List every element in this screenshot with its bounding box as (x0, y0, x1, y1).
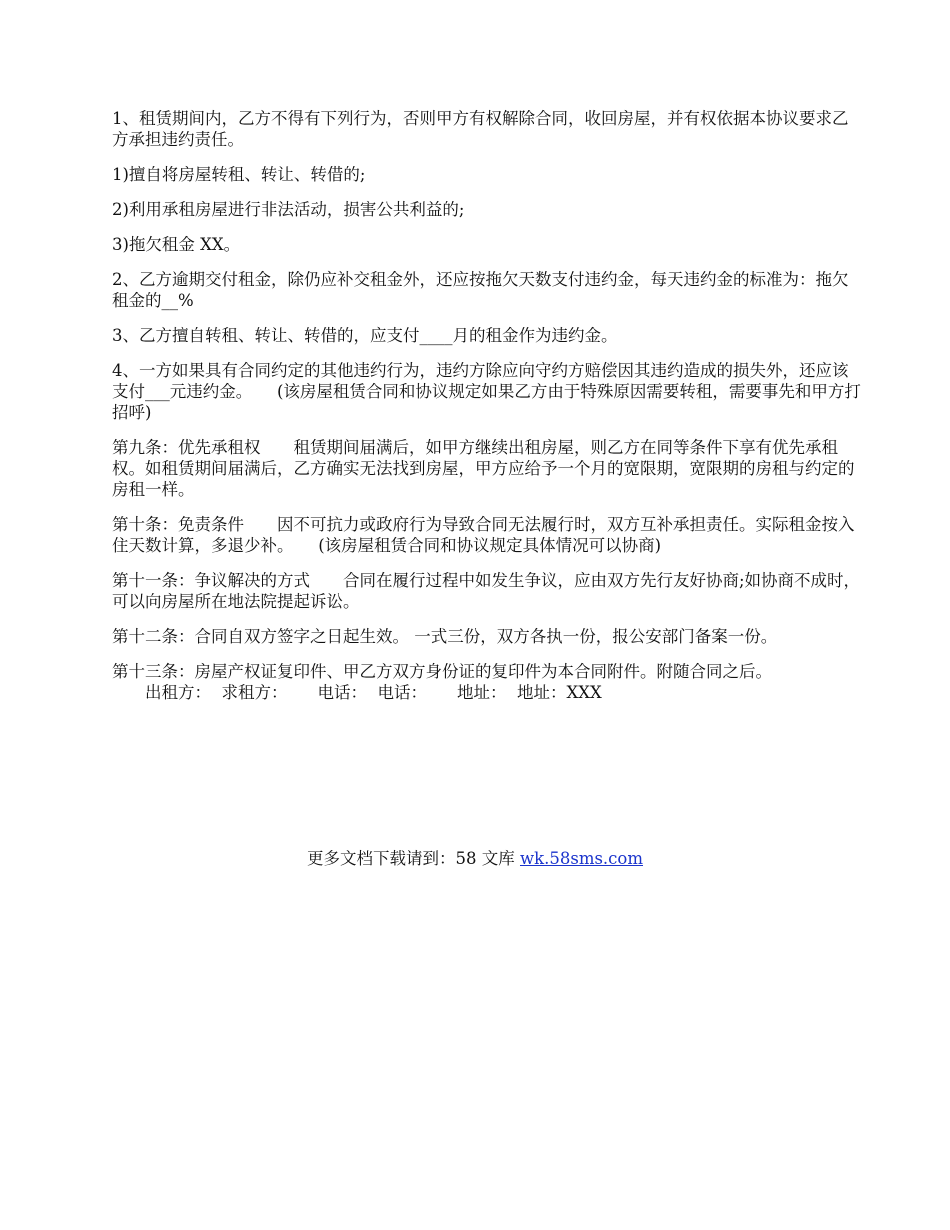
article-10: 第十条：免责条件 因不可抗力或政府行为导致合同无法履行时，双方互补承担责任。实际租金按入住天数计算，多退少补。 (该房屋租赁合同和协议规定具体情况可以协商) (112, 515, 855, 555)
clause-item-3: 3)拖欠租金 XX。 (112, 235, 241, 254)
article-9: 第九条：优先承租权 租赁期间届满后，如甲方继续出租房屋，则乙方在同等条件下享有优先承租权。如租赁期间届满后，乙方确实无法找到房屋，甲方应给予一个月的宽限期，宽限期的房租与约定的房租一样。 (112, 438, 855, 499)
footer-link[interactable]: wk.58sms.com (519, 849, 643, 868)
clause-item-1: 1)擅自将房屋转租、转让、转借的; (112, 165, 366, 184)
article-12: 第十二条：合同自双方签字之日起生效。 一式三份，双方各执一份，报公安部门备案一份。 (112, 627, 778, 646)
footer-prefix: 更多文档下载请到：58 文库 (306, 849, 520, 868)
clause-paragraph-3: 3、乙方擅自转租、转让、转借的，应支付____月的租金作为违约金。 (112, 326, 618, 345)
clause-paragraph-1: 1、租赁期间内，乙方不得有下列行为，否则甲方有权解除合同，收回房屋，并有权依据本协议要求乙方承担违约责任。 (112, 109, 849, 149)
clause-paragraph-4: 4、一方如果具有合同约定的其他违约行为，违约方除应向守约方赔偿因其违约造成的损失外，还应该支付___元违约金。 (该房屋租赁合同和协议规定如果乙方由于特殊原因需要转租，需要事先和甲方打招呼) (112, 361, 861, 422)
clause-item-2: 2)利用承租房屋进行非法活动，损害公共利益的; (112, 200, 465, 219)
signature-line: 出租方： 求租方： 电话： 电话： 地址： 地址：XXX (112, 683, 602, 702)
document-body (112, 108, 862, 703)
article-11: 第十一条：争议解决的方式 合同在履行过程中如发生争议，应由双方先行友好协商;如协商不成时，可以向房屋所在地法院提起诉讼。 (112, 571, 861, 611)
footer (0, 848, 950, 869)
article-13: 第十三条：房屋产权证复印件、甲乙方双方身份证的复印件为本合同附件。附随合同之后。 (112, 662, 772, 681)
clause-paragraph-2: 2、乙方逾期交付租金，除仍应补交租金外，还应按拖欠天数支付违约金，每天违约金的标准为：拖欠租金的__% (112, 270, 849, 310)
